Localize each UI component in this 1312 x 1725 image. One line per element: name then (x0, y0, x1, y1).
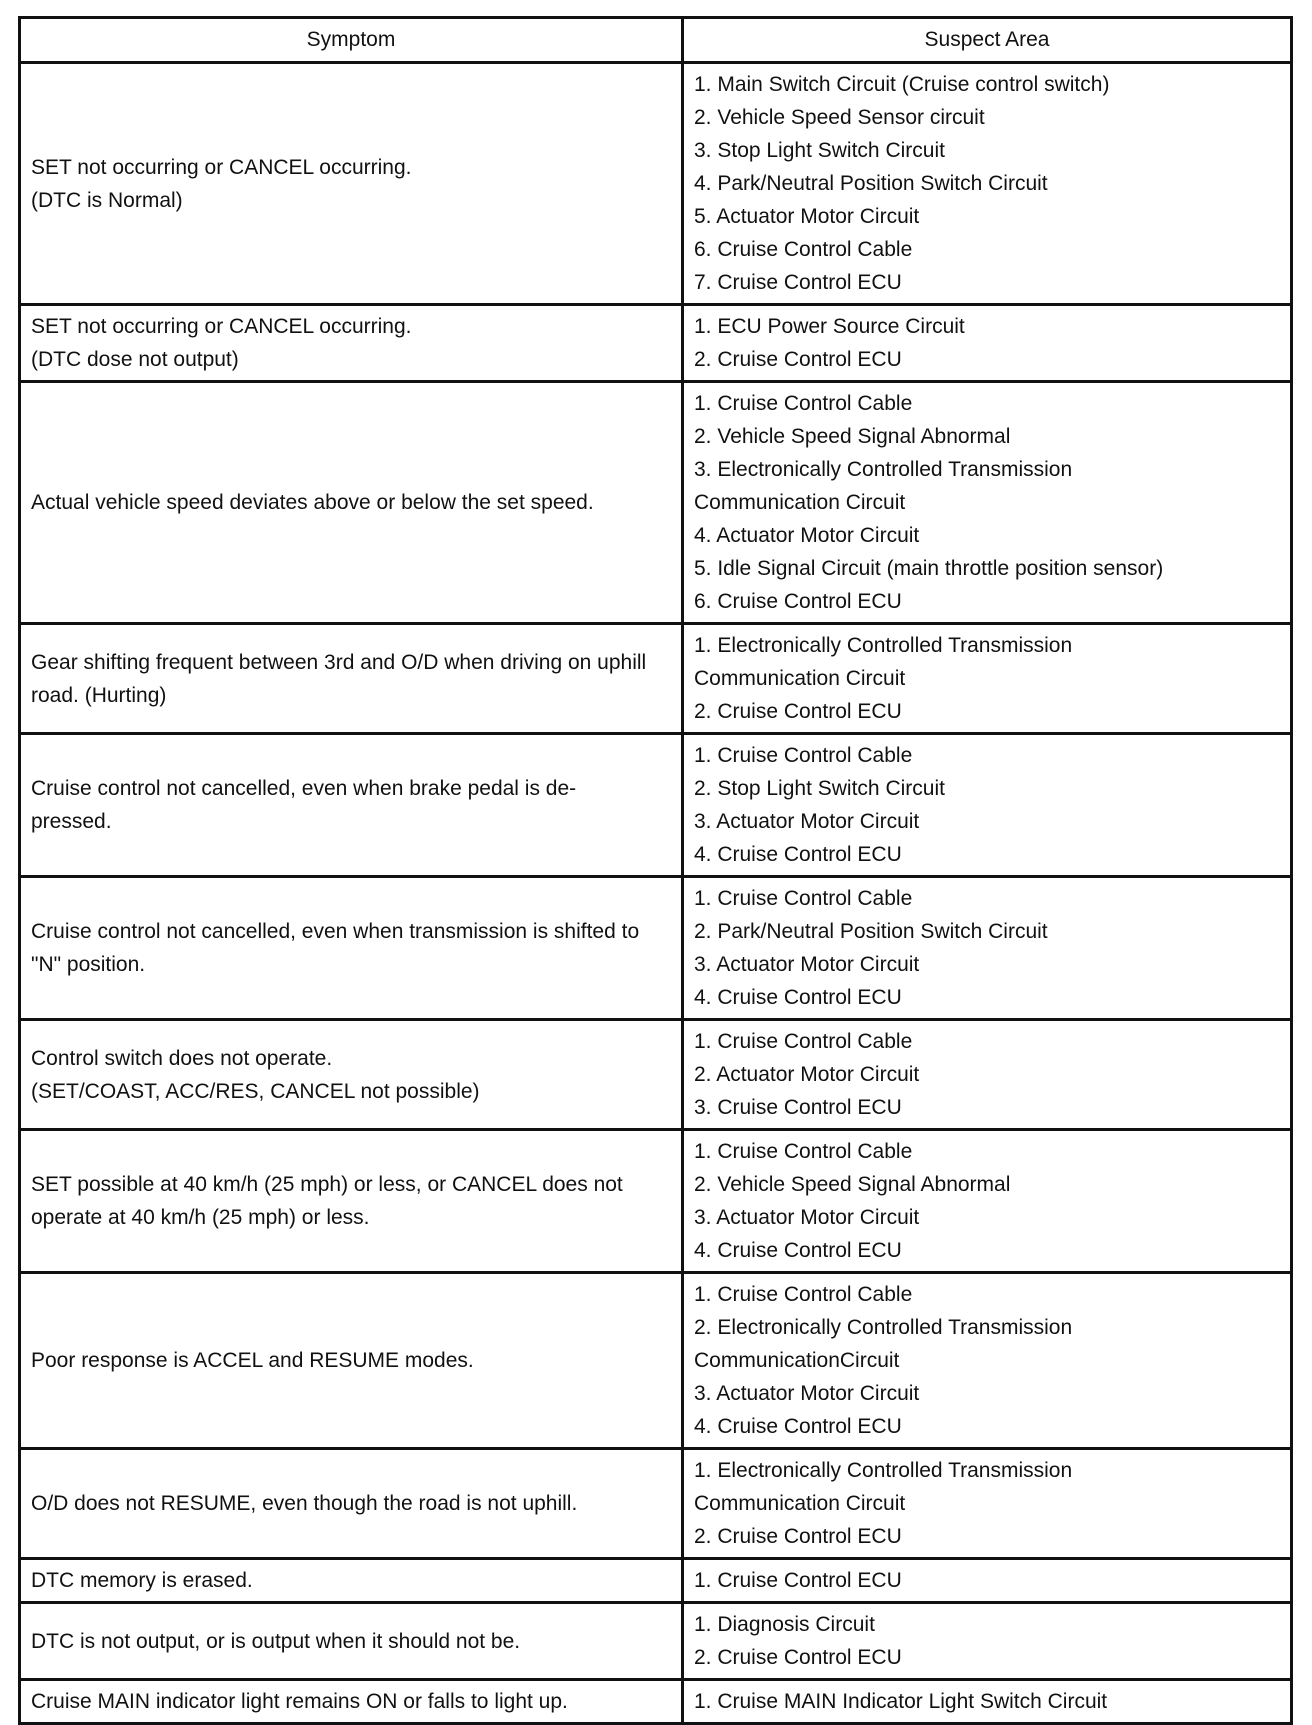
suspect-area-cell (683, 305, 1292, 382)
suspect-area-cell (683, 1273, 1292, 1449)
symptom-text-line: SET not occurring or CANCEL occurring. (31, 315, 412, 338)
table-row (20, 1559, 1292, 1603)
symptom-text-line: Cruise control not cancelled, even when transmission is shifted to (31, 920, 640, 943)
suspect-area-header: Suspect Area (683, 18, 1292, 63)
suspect-area-cell (683, 624, 1292, 734)
suspect-area-item: 1. Cruise Control ECU (694, 1569, 902, 1592)
suspect-area-item: 2. Cruise Control ECU (694, 1525, 902, 1548)
symptom-cell (20, 1449, 683, 1559)
suspect-area-item: 2. Vehicle Speed Signal Abnormal (694, 1173, 1011, 1196)
suspect-area-item: 4. Actuator Motor Circuit (694, 524, 920, 547)
table-row (20, 734, 1292, 877)
suspect-area-item: Communication Circuit (694, 667, 906, 690)
symptom-text-line: road. (Hurting) (31, 683, 167, 707)
suspect-area-cell (683, 1680, 1292, 1724)
suspect-area-item: CommunicationCircuit (694, 1349, 900, 1372)
suspect-area-item: 1. Main Switch Circuit (Cruise control switch) (694, 73, 1110, 96)
symptom-text-line: Cruise MAIN indicator light remains ON or falls to light up. (31, 1690, 568, 1713)
suspect-area-cell (683, 1020, 1292, 1130)
symptom-text-line: (SET/COAST, ACC/RES, CANCEL not possible) (31, 1079, 480, 1103)
suspect-area-cell (683, 1130, 1292, 1273)
table-row (20, 1603, 1292, 1680)
table-row (20, 305, 1292, 382)
table-row (20, 624, 1292, 734)
symptom-text-line: "N" position. (31, 953, 146, 976)
table-row (20, 1273, 1292, 1449)
suspect-area-item: 2. Cruise Control ECU (694, 348, 902, 371)
symptom-cell (20, 1603, 683, 1680)
suspect-area-item: 1. Electronically Controlled Transmission (694, 1459, 1073, 1482)
suspect-area-cell (683, 1603, 1292, 1680)
suspect-area-cell (683, 1559, 1292, 1603)
table-row (20, 1449, 1292, 1559)
symptom-cell (20, 382, 683, 624)
suspect-area-cell (683, 877, 1292, 1020)
table-row (20, 382, 1292, 624)
suspect-area-item: 3. Actuator Motor Circuit (694, 810, 920, 833)
symptom-cell (20, 305, 683, 382)
table-row (20, 1680, 1292, 1724)
symptom-cell (20, 1559, 683, 1603)
suspect-area-item: 1. Cruise Control Cable (694, 744, 913, 767)
symptom-cell (20, 63, 683, 305)
suspect-area-item: 2. Vehicle Speed Sensor circuit (694, 106, 985, 129)
table-row (20, 1130, 1292, 1273)
symptom-text-line: O/D does not RESUME, even though the road is not uphill. (31, 1492, 578, 1515)
symptom-cell (20, 877, 683, 1020)
table-body (20, 63, 1292, 1724)
suspect-area-cell (683, 734, 1292, 877)
symptom-text-line: DTC memory is erased. (31, 1569, 253, 1592)
suspect-area-item: 1. ECU Power Source Circuit (694, 315, 965, 338)
suspect-area-item: 1. Cruise Control Cable (694, 1283, 913, 1306)
suspect-area-item: 1. Cruise Control Cable (694, 887, 913, 910)
suspect-area-item: 2. Vehicle Speed Signal Abnormal (694, 425, 1011, 448)
suspect-area-item: 3. Stop Light Switch Circuit (694, 139, 945, 162)
suspect-area-item: 4. Cruise Control ECU (694, 986, 902, 1009)
symptom-cell (20, 1020, 683, 1130)
suspect-area-cell (683, 63, 1292, 305)
suspect-area-item: Communication Circuit (694, 1492, 906, 1515)
suspect-area-item: 5. Actuator Motor Circuit (694, 205, 920, 228)
suspect-area-item: 2. Park/Neutral Position Switch Circuit (694, 920, 1048, 943)
suspect-area-item: 2. Actuator Motor Circuit (694, 1063, 920, 1086)
symptom-text-line: (DTC dose not output) (31, 348, 239, 371)
symptom-table (18, 16, 1293, 1725)
suspect-area-item: 2. Electronically Controlled Transmission (694, 1316, 1073, 1339)
suspect-area-item: 2. Stop Light Switch Circuit (694, 777, 945, 800)
suspect-area-item: 4. Cruise Control ECU (694, 843, 902, 866)
symptom-cell (20, 1273, 683, 1449)
suspect-area-item: 4. Cruise Control ECU (694, 1239, 902, 1262)
suspect-area-item: 2. Cruise Control ECU (694, 700, 902, 723)
symptom-cell (20, 624, 683, 734)
suspect-area-item: 3. Actuator Motor Circuit (694, 953, 920, 976)
symptom-text-line: Actual vehicle speed deviates above or below the set speed. (31, 491, 594, 514)
symptom-cell (20, 734, 683, 877)
table-row (20, 877, 1292, 1020)
table-row (20, 63, 1292, 305)
suspect-area-item: 1. Electronically Controlled Transmission (694, 634, 1073, 657)
suspect-area-item: Communication Circuit (694, 491, 906, 514)
symptom-text-line: pressed. (31, 810, 112, 833)
suspect-area-item: 1. Cruise Control Cable (694, 392, 913, 415)
suspect-area-item: 5. Idle Signal Circuit (main throttle position sensor) (694, 557, 1164, 580)
suspect-area-item: 1. Diagnosis Circuit (694, 1613, 875, 1636)
symptom-text-line: DTC is not output, or is output when it should not be. (31, 1629, 521, 1653)
suspect-area-item: 3. Actuator Motor Circuit (694, 1206, 920, 1229)
suspect-area-item: 3. Cruise Control ECU (694, 1096, 902, 1119)
suspect-area-item: 4. Cruise Control ECU (694, 1415, 902, 1438)
suspect-area-item: 1. Cruise MAIN Indicator Light Switch Circuit (694, 1690, 1108, 1713)
table-row (20, 1020, 1292, 1130)
symptom-cell (20, 1130, 683, 1273)
troubleshooting-table-container (18, 16, 1290, 1725)
header-row (20, 18, 1292, 63)
suspect-area-item: 6. Cruise Control ECU (694, 590, 902, 613)
suspect-area-item: 1. Cruise Control Cable (694, 1140, 913, 1163)
suspect-area-item: 6. Cruise Control Cable (694, 238, 913, 261)
symptom-text-line: Control switch does not operate. (31, 1046, 333, 1070)
symptom-text-line: (DTC is Normal) (31, 188, 183, 212)
symptom-text-line: operate at 40 km/h (25 mph) or less. (31, 1206, 370, 1229)
suspect-area-item: 3. Electronically Controlled Transmission (694, 458, 1073, 481)
suspect-area-item: 3. Actuator Motor Circuit (694, 1382, 920, 1405)
symptom-text-line: Gear shifting frequent between 3rd and O/D when driving on uphill (31, 650, 647, 674)
suspect-area-cell (683, 1449, 1292, 1559)
symptom-cell (20, 1680, 683, 1724)
suspect-area-cell (683, 382, 1292, 624)
suspect-area-item: 1. Cruise Control Cable (694, 1030, 913, 1053)
symptom-text-line: SET possible at 40 km/h (25 mph) or less, or CANCEL does not (31, 1173, 623, 1196)
suspect-area-item: 2. Cruise Control ECU (694, 1646, 902, 1669)
suspect-area-item: 7. Cruise Control ECU (694, 271, 902, 294)
symptom-header: Symptom (20, 18, 683, 63)
suspect-area-item: 4. Park/Neutral Position Switch Circuit (694, 172, 1048, 195)
symptom-text-line: SET not occurring or CANCEL occurring. (31, 155, 412, 179)
symptom-text-line: Poor response is ACCEL and RESUME modes. (31, 1349, 474, 1372)
symptom-text-line: Cruise control not cancelled, even when brake pedal is de- (31, 777, 577, 800)
